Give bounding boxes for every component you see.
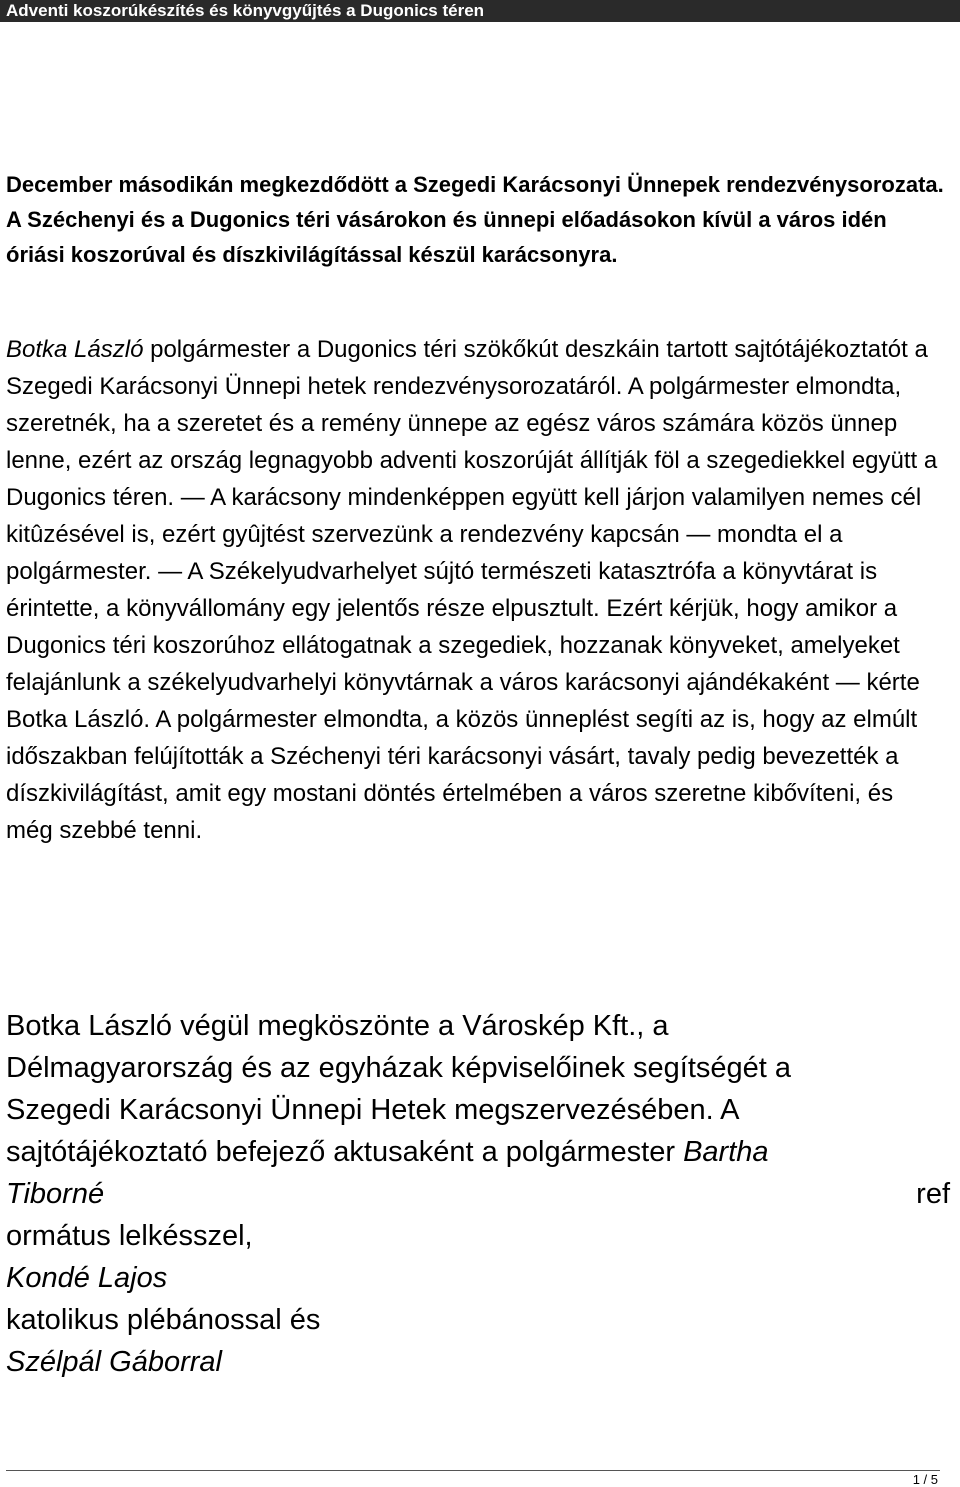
body-paragraph-text: polgármester a Dugonics téri szökőkút deszkáin tartott sajtótájékoztatót a Szegedi Karácsonyi Ünnepi hetek rendezvénysorozatáról. A polgármester elmondta, szeretnék, ha a szeretet és a remény ünnepe az egész város számára közös ünnep lenne, ezért az ország legnagyobb adventi koszorúját állítják föl a szegediekkel együtt a Dugonics téren. — A karácsony mindenképpen együtt kell járjon valamilyen nemes cél kitûzésével is, ezért gyûjtést szervezünk a rendezvény kapcsán — mondta el a polgármester. — A Székelyudvarhelyet sújtó természeti katasztrófa a könyvtárat is érintette, a könyvállomány egy jelentős része elpusztult. Ezért kérjük, hogy amikor a Dugonics téri koszorúhoz ellátogatnak a szegediek, hozzanak könyveket, amelyeket felajánlunk a székelyudvarhelyi könyvtárnak a város karácsonyi ajándékaként — kérte Botka László. A polgármester elmondta, a közös ünneplést segíti az is, hogy az elmúlt időszakban felújították a Széchenyi téri karácsonyi vásárt, tavaly pedig bevezették a díszkivilágítást, amit egy mostani döntés értelmében a város szeretne kibővíteni, és még szebbé tenni. bbox=[6, 336, 938, 844]
closing-line bbox=[6, 1257, 946, 1299]
person-name-bartha: Bartha bbox=[683, 1136, 769, 1168]
closing-line-fragment: ref bbox=[916, 1178, 950, 1210]
closing-line-text: sajtótájékoztató befejező aktusaként a polgármester bbox=[6, 1136, 684, 1168]
footer-divider bbox=[6, 1470, 940, 1471]
closing-line: ormátus lelkésszel, bbox=[6, 1220, 253, 1252]
person-name-konde: Kondé Lajos bbox=[6, 1262, 168, 1294]
person-name-szelpal: Szélpál Gáborral bbox=[6, 1346, 222, 1378]
closing-line: katolikus plébánossal és bbox=[6, 1304, 321, 1336]
person-name-tiborne: Tiborné bbox=[6, 1178, 105, 1210]
closing-line bbox=[6, 1131, 946, 1173]
lead-paragraph: December másodikán megkezdődött a Szegedi Karácsonyi Ünnepek rendezvénysorozata. A Széchenyi és a Dugonics téri vásárokon és ünnepi előadásokon kívül a város idén óriási koszorúval és díszkivilágítással készül karácsonyra. bbox=[6, 172, 944, 267]
closing-line: Szegedi Karácsonyi Ünnepi Hetek megszervezésében. A bbox=[6, 1094, 740, 1126]
closing-line: Délmagyarország és az egyházak képviselőinek segítségét a bbox=[6, 1052, 792, 1084]
body-paragraph bbox=[6, 331, 946, 849]
page-indicator: 1 / 5 bbox=[912, 1472, 938, 1487]
closing-line: Botka László végül megköszönte a Városkép Kft., a bbox=[6, 1010, 669, 1042]
closing-line-split bbox=[6, 1173, 954, 1215]
document-header-title: Adventi koszorúkészítés és könyvgyűjtés a Dugonics téren bbox=[0, 0, 960, 22]
person-name-botka: Botka László bbox=[6, 336, 144, 363]
closing-paragraph bbox=[6, 1005, 950, 1383]
closing-line bbox=[6, 1341, 946, 1383]
